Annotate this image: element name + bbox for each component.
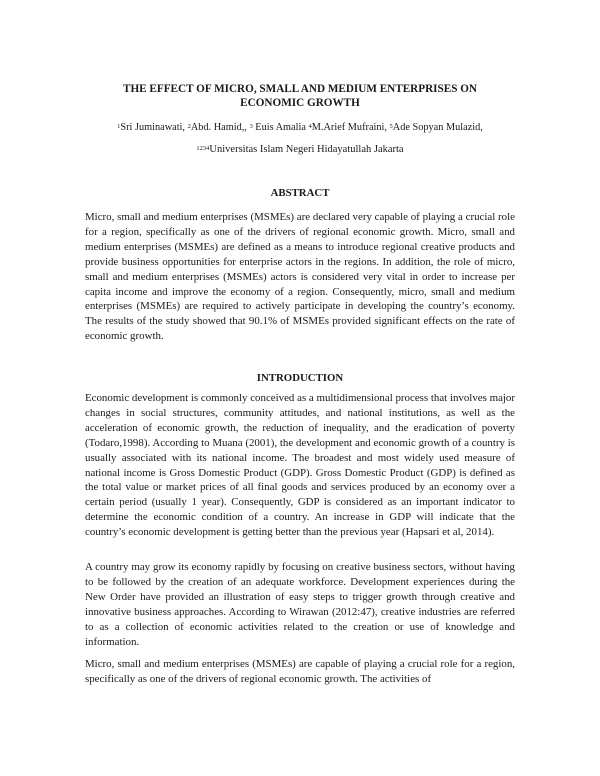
author-list [70, 121, 530, 134]
title-line-1: THE EFFECT OF MICRO, SMALL AND MEDIUM ENTERPRISES ON [123, 83, 477, 95]
paragraph-text: A country may grow its economy rapidly by focusing on creative business sectors, without having to be followed by the creation of an adequate workforce. Development experiences during the New Order have provided an illustration of easy steps to trigger growth through creative and innovative business approaches. According to Wirawan (2012:47), creative industries are referred to as a collection of economic activities related to the creation or use of knowledge and information. [85, 561, 515, 648]
introduction-heading: INTRODUCTION [256, 372, 344, 384]
paper-title [90, 82, 510, 110]
paragraph-text: Micro, small and medium enterprises (MSMEs) are capable of playing a crucial role for a region, specifically as one of the drivers of regional economic growth. The activities of [85, 658, 515, 685]
affiliation-text: Universitas Islam Negeri Hidayatullah Jakarta [209, 144, 404, 155]
abstract-body [85, 210, 515, 344]
author-sup: 3 [249, 123, 253, 130]
title-line-2: ECONOMIC GROWTH [240, 97, 360, 109]
author-sup: 1 [117, 123, 121, 130]
author-name: Sri Juminawati, [120, 122, 188, 133]
affiliation-sup: 1234 [196, 145, 210, 152]
author-name: Ade Sopyan Mulazid, [392, 122, 483, 133]
intro-paragraph-3 [85, 657, 515, 687]
author-name: Euis Amalia [252, 122, 309, 133]
author-sup: 2 [187, 123, 191, 130]
author-name: Abd. Hamid,, [190, 122, 250, 133]
paragraph-text: Economic development is commonly conceived as a multidimensional process that involves major changes in social structures, community attitudes, and national institutions, as well as the acceleration of economic growth, the reduction of inequality, and the eradication of poverty (Todaro,1998). According to Muana (2001), the development and economic growth of a country is usually associated with its national income. The broadest and most widely used measure of national income is Gross Domestic Product (GDP). Gross Domestic Product (GDP) is defined as the total value or market prices of all final goods and services produced by an economy over a certain period (usually 1 year). Consequently, GDP is considered as an important indicator to determine the economic condition of a country. An increase in GDP will indicate that the country’s economic development is getting better than the previous year (Hapsari et al, 2014). [85, 392, 515, 539]
author-sup: 4 [308, 123, 312, 130]
abstract-heading: ABSTRACT [270, 187, 330, 199]
abstract-text: Micro, small and medium enterprises (MSMEs) are declared very capable of playing a crucial role for a region, specifically as one of the drivers of regional economic growth. Micro, small and medium enterprises (MSMEs) are defined as a means to introduce regional creative products and provide business opportunities for enterprise actors in the regions. In addition, the role of micro, small and medium enterprises (MSMEs) actors is considered very vital in order to increase per capita income and improve the economy of a region. Consequently, micro, small and medium enterprises (MSMEs) are required to actively participate in developing the country’s economy. The results of the study showed that 90.1% of MSMEs provided significant effects on the rate of economic growth. [85, 211, 515, 343]
author-sup: 5 [389, 123, 393, 130]
intro-paragraph-2 [85, 560, 515, 649]
author-name: M.Arief Mufraini, [311, 122, 390, 133]
affiliation [70, 143, 530, 156]
intro-paragraph-1 [85, 391, 515, 540]
